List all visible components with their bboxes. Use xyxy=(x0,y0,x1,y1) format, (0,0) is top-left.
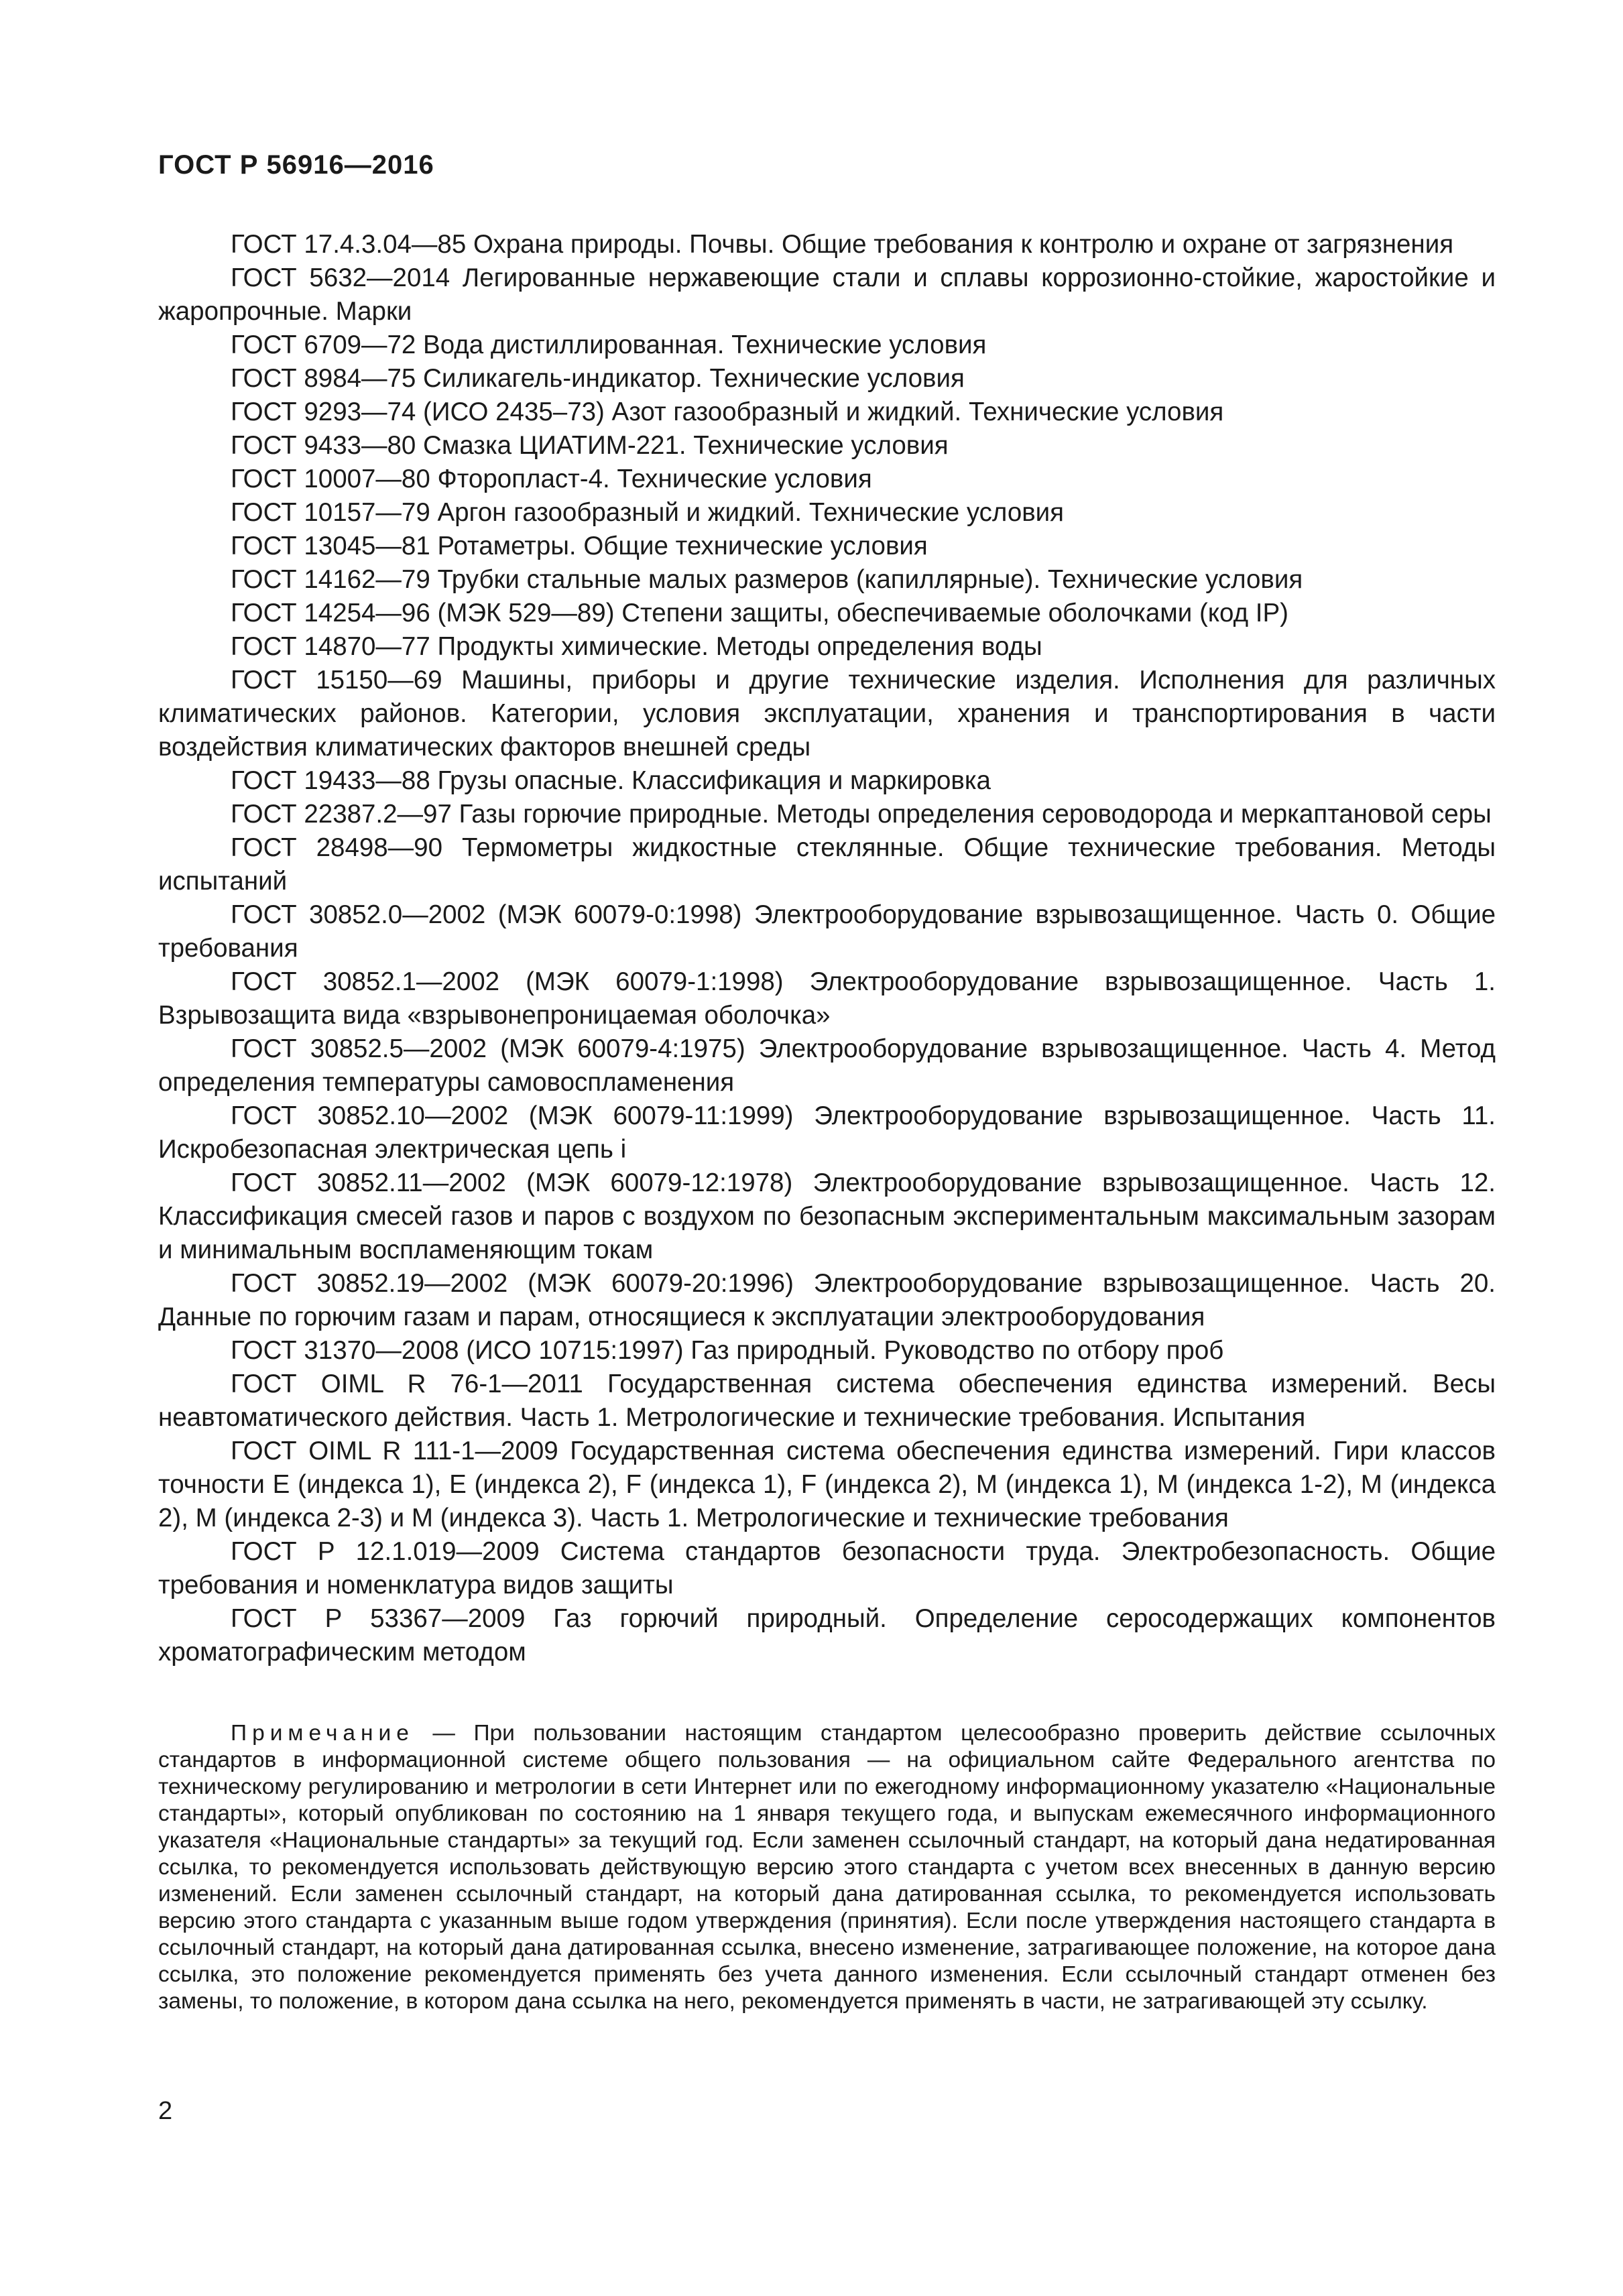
reference-item: ГОСТ OIML R 111-1—2009 Государственная система обеспечения единства измерений. Гири классов точности E (индекса 1), E (индекса 2), F (индекса 1), F (индекса 2), M (индекса 1), M (индекса 1-2), M (индекса 2), M (индекса 2-3) и M (индекса 3). Часть 1. Метрологические и технические требования xyxy=(158,1437,1496,1532)
reference-item: ГОСТ 30852.0—2002 (МЭК 60079-0:1998) Электрооборудование взрывозащищенное. Часть 0. Общие требования xyxy=(158,900,1496,963)
reference-item: ГОСТ 30852.11—2002 (МЭК 60079-12:1978) Электрооборудование взрывозащищенное. Часть 12. Классификация смесей газов и паров с воздухом по безопасным экспериментальным максимальным зазорам и минимальным воспламеняющим токам xyxy=(158,1168,1496,1264)
reference-item: ГОСТ 6709—72 Вода дистиллированная. Технические условия xyxy=(231,330,987,359)
reference-item: ГОСТ 14162—79 Трубки стальные малых размеров (капиллярные). Технические условия xyxy=(231,565,1303,594)
reference-item: ГОСТ 30852.1—2002 (МЭК 60079-1:1998) Электрооборудование взрывозащищенное. Часть 1. Взрывозащита вида «взрывонепроницаемая оболочка» xyxy=(158,967,1496,1030)
reference-item: ГОСТ OIML R 76-1—2011 Государственная система обеспечения единства измерений. Весы неавтоматического действия. Часть 1. Метрологические и технические требования. Испытания xyxy=(158,1370,1496,1432)
reference-item: ГОСТ Р 12.1.019—2009 Система стандартов безопасности труда. Электробезопасность. Общие требования и номенклатура видов защиты xyxy=(158,1537,1496,1599)
reference-item: ГОСТ 15150—69 Машины, приборы и другие технические изделия. Исполнения для различных климатических районов. Категории, условия эксплуатации, хранения и транспортирования в части воздействия климатических факторов внешней среды xyxy=(158,666,1496,762)
reference-item: ГОСТ 9293—74 (ИСО 2435–73) Азот газообразный и жидкий. Технические условия xyxy=(231,398,1224,426)
page-number: 2 xyxy=(158,2097,173,2125)
reference-item: ГОСТ 13045—81 Ротаметры. Общие технические условия xyxy=(231,532,928,560)
note-text: — При пользовании настоящим стандартом целесообразно проверить действие ссылочных стандартов в информационной системе общего пользования — на официальном сайте Федерального агентства по техническому регулированию и метрологии в сети Интернет или по ежегодному информационному указателю «Национальные стандарты», который опубликован по состоянию на 1 января текущего года, и выпускам ежемесячного информационного указателя «Национальные стандарты» за текущий год. Если заменен ссылочный стандарт, на который дана недатированная ссылка, то рекомендуется использовать действующую версию этого стандарта с учетом всех внесенных в данную версию изменений. Если заменен ссылочный стандарт, на который дана датированная ссылка, то рекомендуется использовать версию этого стандарта с указанным выше годом утверждения (принятия). Если после утверждения настоящего стандарта в ссылочный стандарт, на который дана датированная ссылка, внесено изменение, затрагивающее положение, на которое дана ссылка, это положение рекомендуется применять без учета данного изменения. Если ссылочный стандарт отменен без замены, то положение, в котором дана ссылка на него, рекомендуется применять в части, не затрагивающей эту ссылку. xyxy=(158,1721,1496,2014)
page-header-standard-number: ГОСТ Р 56916—2016 xyxy=(158,150,434,180)
note-paragraph xyxy=(158,1720,1496,2015)
reference-item: ГОСТ 5632—2014 Легированные нержавеющие стали и сплавы коррозионно-стойкие, жаростойкие и жаропрочные. Марки xyxy=(158,263,1496,326)
reference-item: ГОСТ 17.4.3.04—85 Охрана природы. Почвы. Общие требования к контролю и охране от загрязнения xyxy=(231,230,1454,259)
reference-item: ГОСТ 9433—80 Смазка ЦИАТИМ-221. Технические условия xyxy=(231,431,949,460)
reference-item: ГОСТ 14870—77 Продукты химические. Методы определения воды xyxy=(231,632,1042,661)
reference-item: ГОСТ 28498—90 Термометры жидкостные стеклянные. Общие технические требования. Методы испытаний xyxy=(158,833,1496,896)
reference-item: ГОСТ 22387.2—97 Газы горючие природные. Методы определения сероводорода и меркаптановой серы xyxy=(231,800,1492,829)
reference-item: ГОСТ 30852.10—2002 (МЭК 60079-11:1999) Электрооборудование взрывозащищенное. Часть 11. Искробезопасная электрическая цепь i xyxy=(158,1101,1496,1164)
normative-references-list xyxy=(158,228,1496,1669)
reference-item: ГОСТ 10157—79 Аргон газообразный и жидкий. Технические условия xyxy=(231,498,1065,527)
reference-item: ГОСТ 10007—80 Фторопласт-4. Технические условия xyxy=(231,465,872,493)
reference-item: ГОСТ 8984—75 Силикагель-индикатор. Технические условия xyxy=(231,364,965,393)
reference-item: ГОСТ Р 53367—2009 Газ горючий природный. Определение серосодержащих компонентов хроматографическим методом xyxy=(158,1604,1496,1667)
reference-item: ГОСТ 19433—88 Грузы опасные. Классификация и маркировка xyxy=(231,766,991,795)
reference-item: ГОСТ 31370—2008 (ИСО 10715:1997) Газ природный. Руководство по отбору проб xyxy=(231,1336,1224,1365)
note-label: Примечание xyxy=(231,1721,414,1746)
reference-item: ГОСТ 30852.5—2002 (МЭК 60079-4:1975) Электрооборудование взрывозащищенное. Часть 4. Метод определения температуры самовоспламенения xyxy=(158,1034,1496,1097)
reference-item: ГОСТ 14254—96 (МЭК 529—89) Степени защиты, обеспечиваемые оболочками (код IP) xyxy=(231,599,1288,627)
reference-item: ГОСТ 30852.19—2002 (МЭК 60079-20:1996) Электрооборудование взрывозащищенное. Часть 20. Данные по горючим газам и парам, относящиеся к эксплуатации электрооборудования xyxy=(158,1269,1496,1331)
